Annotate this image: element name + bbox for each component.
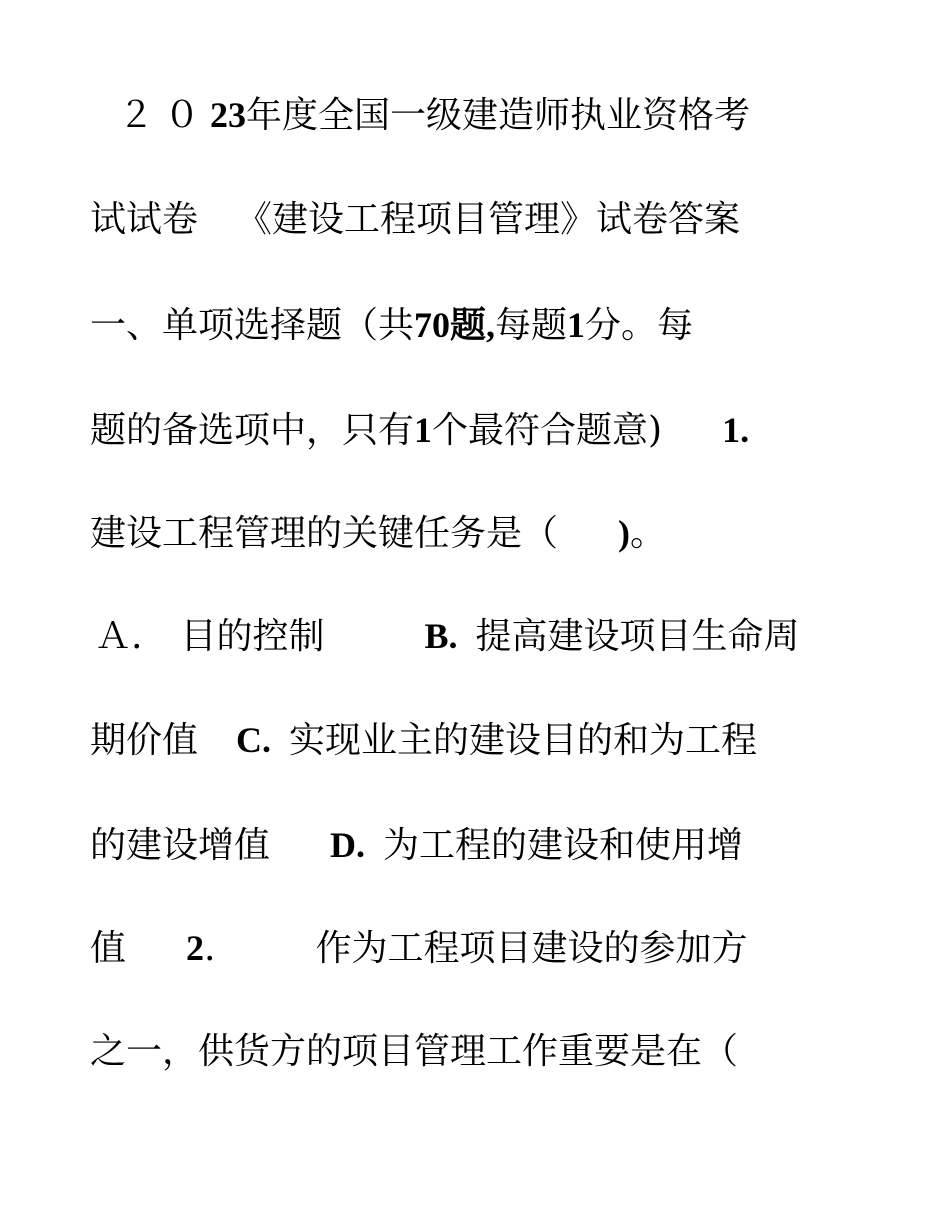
heading-note-end: 个最符合题意) bbox=[432, 410, 663, 451]
question-number-1: 1. bbox=[722, 410, 750, 450]
heading-each: 每题 bbox=[495, 305, 568, 346]
score-per-question: 1 bbox=[567, 305, 586, 345]
year-suffix: 23 bbox=[210, 95, 247, 135]
option-c-label: C. bbox=[236, 720, 272, 760]
option-d-text: 为工程的建设和使用增 bbox=[383, 825, 744, 866]
option-b-label: B. bbox=[424, 616, 458, 656]
section-heading: 一、单项选择题（共 bbox=[90, 305, 415, 346]
text-line-10 bbox=[90, 1022, 870, 1082]
heading-tail: 分。每 bbox=[585, 305, 694, 346]
question-2-text-cont: 之一，供货方的项目管理工作重要是在（ bbox=[90, 1031, 739, 1072]
question-1-paren: ) bbox=[618, 513, 631, 553]
option-d-text-end: 值 bbox=[90, 928, 127, 969]
option-b-text-end: 期价值 bbox=[90, 720, 199, 761]
text-line-9 bbox=[90, 918, 870, 978]
text-line-1 bbox=[118, 85, 898, 145]
text-line-2 bbox=[90, 190, 870, 250]
question-number-2: 2 bbox=[186, 928, 205, 968]
title-part-2: 试试卷 bbox=[90, 199, 199, 240]
year-prefix: ２０ bbox=[118, 95, 211, 136]
question-number-2-dot: . bbox=[204, 928, 216, 969]
option-d-label: D. bbox=[330, 825, 366, 865]
option-c-text: 实现业主的建设目的和为工程 bbox=[289, 720, 758, 761]
option-a-label: Ａ. bbox=[95, 616, 143, 657]
text-line-6 bbox=[95, 606, 875, 666]
title-part-1: 年度全国一级建造师执业资格考 bbox=[246, 95, 751, 136]
option-count: 1 bbox=[414, 410, 433, 450]
text-line-8 bbox=[90, 815, 870, 875]
heading-comma: 题, bbox=[450, 305, 496, 345]
question-1-text: 建设工程管理的关键任务是（ bbox=[90, 513, 559, 554]
text-line-4 bbox=[90, 400, 870, 460]
heading-note: 题的备选项中，只有 bbox=[90, 410, 415, 451]
question-count: 70 bbox=[414, 305, 451, 345]
option-b-text: 提高建设项目生命周 bbox=[475, 616, 800, 657]
text-line-5 bbox=[90, 503, 870, 563]
option-c-text-end: 的建设增值 bbox=[90, 825, 271, 866]
text-line-7 bbox=[90, 710, 870, 770]
title-part-3: 《建设工程项目管理》试卷答案 bbox=[236, 199, 741, 240]
text-line-3 bbox=[90, 295, 870, 355]
option-a-text: 目的控制 bbox=[180, 616, 325, 657]
question-2-text: 作为工程项目建设的参加方 bbox=[315, 928, 748, 969]
question-1-period: 。 bbox=[630, 513, 667, 554]
